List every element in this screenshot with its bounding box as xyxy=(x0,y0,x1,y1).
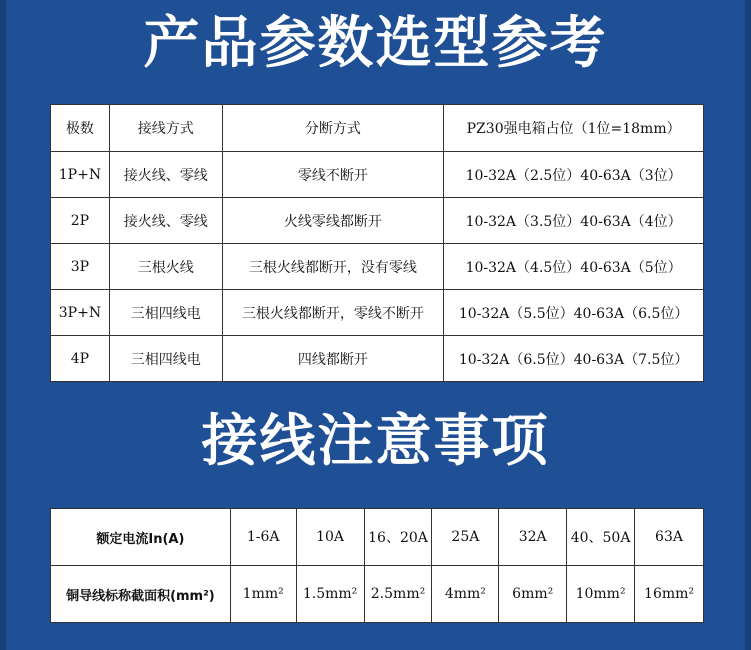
wiring-notes-title: 接线注意事项 xyxy=(201,409,550,474)
current-value: 25A xyxy=(432,509,499,566)
cell-wiring: 接火线、零线 xyxy=(109,198,222,244)
cell-slots: 10-32A（4.5位）40-63A（5位） xyxy=(444,244,704,290)
cell-poles: 3P xyxy=(51,244,110,290)
cell-wiring: 三相四线电 xyxy=(109,290,222,336)
cell-slots: 10-32A（3.5位）40-63A（4位） xyxy=(444,198,704,244)
current-value: 40、50A xyxy=(567,509,635,566)
cell-poles: 1P+N xyxy=(51,152,110,198)
cell-breaking: 火线零线都断开 xyxy=(222,198,444,244)
rated-current-label: 额定电流In(A) xyxy=(51,509,231,566)
cell-slots: 10-32A（2.5位）40-63A（3位） xyxy=(444,152,704,198)
area-value: 1mm² xyxy=(230,566,296,623)
cell-breaking: 零线不断开 xyxy=(222,152,444,198)
header-box-slots: PZ30强电箱占位（1位=18mm） xyxy=(444,105,704,152)
cell-breaking: 三根火线都断开，零线不断开 xyxy=(222,290,444,336)
cell-wiring: 接火线、零线 xyxy=(109,152,222,198)
table-row xyxy=(51,198,704,244)
cross-section-label: 铜导线标称截面积(mm²) xyxy=(51,566,231,623)
cross-section-row xyxy=(51,566,704,623)
current-value: 10A xyxy=(296,509,364,566)
table-row xyxy=(51,244,704,290)
header-wiring-method: 接线方式 xyxy=(109,105,222,152)
header-breaking-method: 分断方式 xyxy=(222,105,444,152)
area-value: 10mm² xyxy=(567,566,635,623)
table-row xyxy=(51,152,704,198)
area-value: 16mm² xyxy=(635,566,704,623)
cell-slots: 10-32A（5.5位）40-63A（6.5位） xyxy=(444,290,704,336)
cell-poles: 3P+N xyxy=(51,290,110,336)
cell-wiring: 三相四线电 xyxy=(109,336,222,382)
rated-current-row xyxy=(51,509,704,566)
current-value: 63A xyxy=(635,509,704,566)
area-value: 6mm² xyxy=(499,566,567,623)
cell-wiring: 三根火线 xyxy=(109,244,222,290)
cell-slots: 10-32A（6.5位）40-63A（7.5位） xyxy=(444,336,704,382)
cell-poles: 2P xyxy=(51,198,110,244)
header-poles: 极数 xyxy=(51,105,110,152)
area-value: 4mm² xyxy=(432,566,499,623)
page-title: 产品参数选型参考 xyxy=(143,11,608,76)
current-value: 1-6A xyxy=(230,509,296,566)
current-value: 16、20A xyxy=(364,509,432,566)
spec-table xyxy=(50,104,704,382)
cell-breaking: 三根火线都断开，没有零线 xyxy=(222,244,444,290)
cell-breaking: 四线都断开 xyxy=(222,336,444,382)
table-row xyxy=(51,336,704,382)
table-row xyxy=(51,290,704,336)
area-value: 2.5mm² xyxy=(364,566,432,623)
cell-poles: 4P xyxy=(51,336,110,382)
spec-table-header-row xyxy=(51,105,704,152)
area-value: 1.5mm² xyxy=(296,566,364,623)
wire-size-table xyxy=(50,508,704,623)
current-value: 32A xyxy=(499,509,567,566)
